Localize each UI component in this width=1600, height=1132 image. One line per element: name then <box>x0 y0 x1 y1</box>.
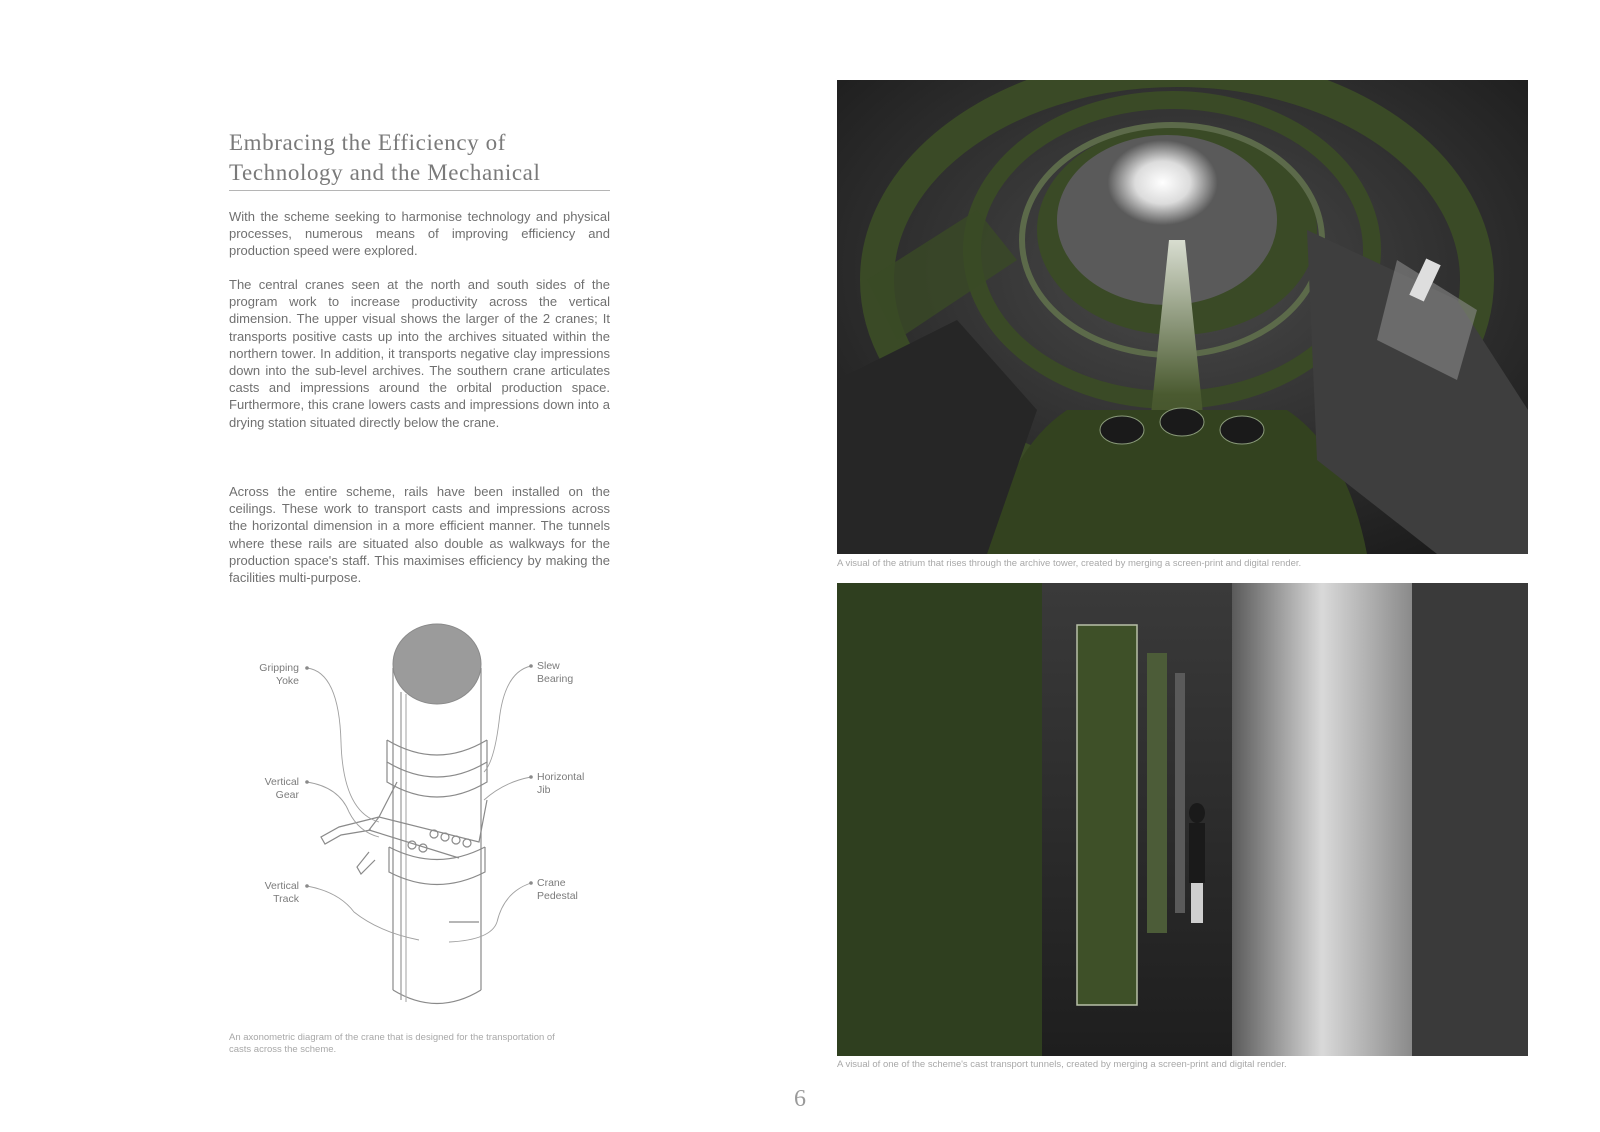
tunnel-render-image <box>837 583 1528 1056</box>
label-crane-pedestal: Crane Pedestal <box>537 877 578 902</box>
page-number: 6 <box>794 1086 806 1112</box>
paragraph-intro: With the scheme seeking to harmonise technology and physical processes, numerous means of improving efficiency and production speed were explored. <box>229 209 610 259</box>
heading-line-2: Technology and the Mechanical <box>229 160 541 185</box>
paragraph-cranes: The central cranes seen at the north and south sides of the program work to increase productivity across the vertical dimension. The upper visual shows the larger of the 2 cranes; It transports positive casts up into the archives situated within the northern tower. In addition, it transports negative clay impressions down into the sub-level archives. The southern crane articulates casts and impressions around the orbital production space. Furthermore, this crane lowers casts and impressions down into a drying station situated directly below the crane. <box>229 277 610 430</box>
diagram-caption: An axonometric diagram of the crane that is designed for the transportation of casts across the scheme. <box>229 1032 555 1055</box>
heading-divider <box>229 190 610 191</box>
heading-line-1: Embracing the Efficiency of <box>229 130 506 155</box>
tunnel-caption: A visual of one of the scheme's cast transport tunnels, created by merging a screen-print and digital render. <box>837 1059 1287 1070</box>
paragraph-rails: Across the entire scheme, rails have been installed on the ceilings. These work to transport casts and impressions across the horizontal dimension in a more efficient manner. The tunnels where these rails are situated also double as walkways for the production space's staff. This maximises efficiency by making the facilities multi-purpose. <box>229 484 610 586</box>
atrium-caption: A visual of the atrium that rises through the archive tower, created by merging a screen-print and digital render. <box>837 558 1302 569</box>
label-vertical-track: Vertical Track <box>264 880 299 905</box>
label-slew-bearing: Slew Bearing <box>537 660 574 685</box>
label-gripping-yoke: Gripping Yoke <box>259 662 299 687</box>
page-heading <box>229 128 609 188</box>
crane-axonometric-diagram <box>229 622 609 1032</box>
label-vertical-gear: Vertical Gear <box>264 776 299 801</box>
atrium-render-image <box>837 80 1528 554</box>
label-horizontal-jib: Horizontal Jib <box>537 771 585 796</box>
